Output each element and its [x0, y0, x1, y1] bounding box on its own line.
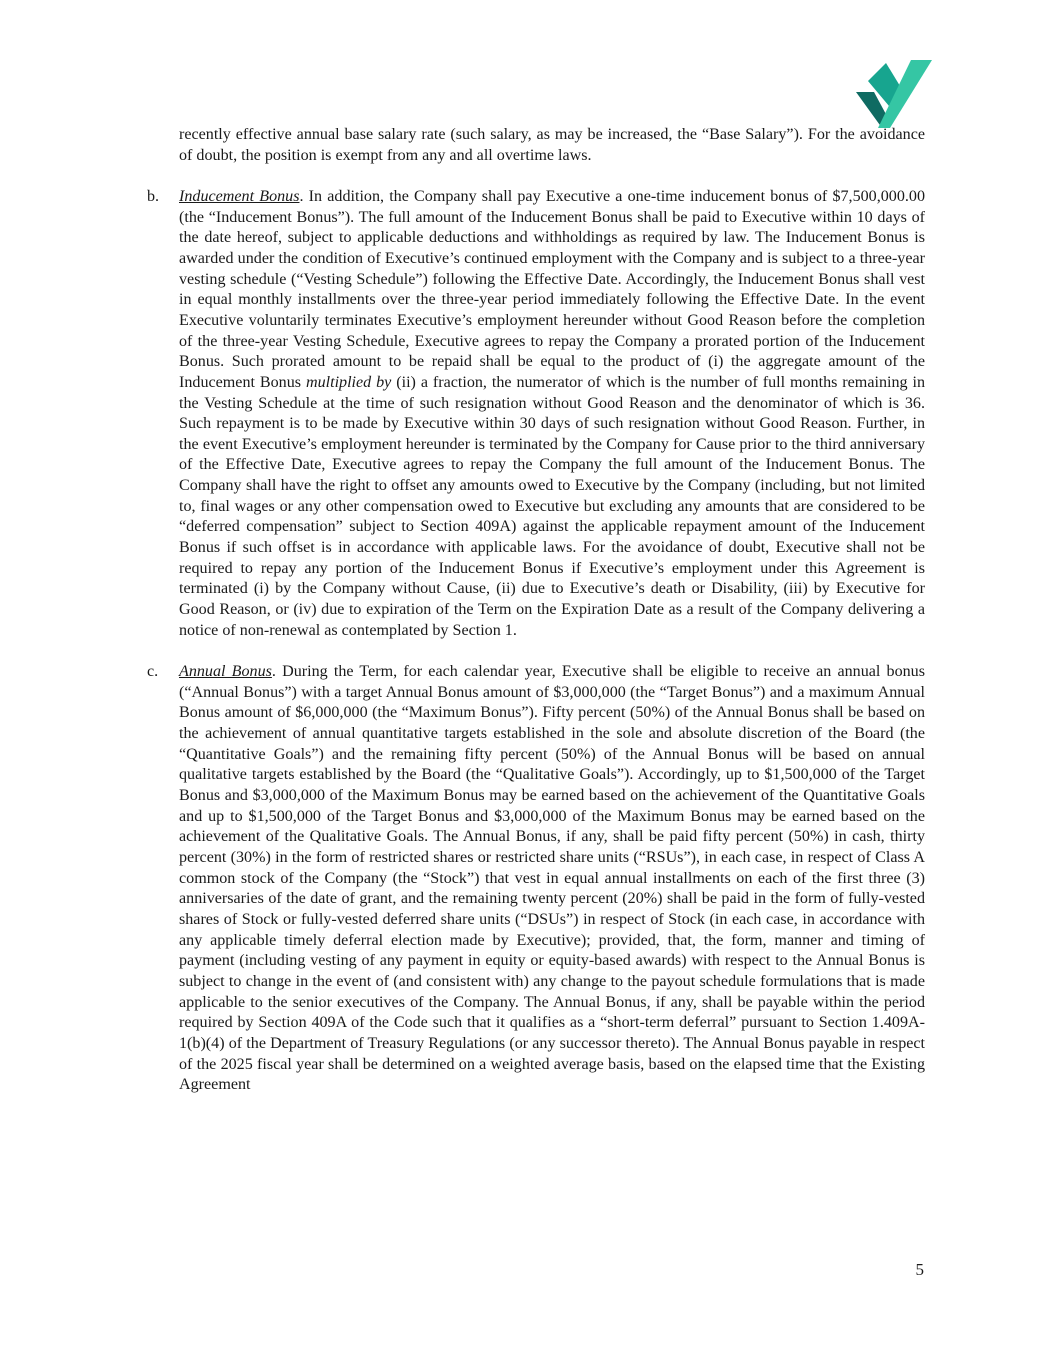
- section-b-text-part-1: . In addition, the Company shall pay Executive a one-time inducement bonus of $7,500,000.00 (the “Inducement Bonus”). The full amount of the Inducement Bonus shall be paid to Executive within 10 days of the date hereof, subject to applicable deductions and withholdings as required by law. The Inducement Bonus is awarded under the condition of Executive’s continued employment with the Company and is subject to a three-year vesting schedule (“Vesting Schedule”) following the Effective Date. Accordingly, the Inducement Bonus shall vest in equal monthly installments over the three-year period immediately following the Effective Date. In the event Executive voluntarily terminates Executive’s employment hereunder without Good Reason before the completion of the three-year Vesting Schedule, Executive agrees to repay the Company a prorated portion of the Inducement Bonus. Such prorated amount to be repaid shall be equal to the product of (i) the aggregate amount of the Inducement Bonus: [179, 187, 925, 391]
- page-number: 5: [915, 1260, 924, 1279]
- company-v-logo-icon: [856, 60, 932, 128]
- section-c-text: . During the Term, for each calendar year, Executive shall be eligible to receive an annual bonus (“Annual Bonus”) with a target Annual Bonus amount of $3,000,000 (the “Target Bonus”) and a maximum Annual Bonus amount of $6,000,000 (the “Maximum Bonus”). Fifty percent (50%) of the Annual Bonus shall be based on the achievement of annual quantitative targets established in the sole and absolute discretion of the Board (the “Quantitative Goals”) and the remaining fifty percent (50%) of the Annual Bonus will be based on annual qualitative targets established by the Board (the “Qualitative Goals”). Accordingly, up to $1,500,000 of the Target Bonus and $3,000,000 of the Maximum Bonus may be earned based on the achievement of the Quantitative Goals and up to $1,500,000 of the Target Bonus and $3,000,000 of the Maximum Bonus may be earned based on the achievement of the Qualitative Goals. The Annual Bonus, if any, shall be paid fifty percent (50%) in cash, thirty percent (30%) in the form of restricted shares or restricted share units (“RSUs”), in each case, in respect of Class A common stock of the Company (the “Stock”) that vest in equal annual installments on each of the first three (3) anniversaries of the date of grant, and the remaining twenty percent (20%) shall be paid in the form of fully-vested shares of Stock or fully-vested deferred share units (“DSUs”) in respect of Stock (in each case, in accordance with any applicable timely deferral election made by Executive); provided, that, the form, manner and timing of payment (including vesting of any payment in equity or equity-based awards) with respect to the Annual Bonus is subject to change in the event of (and consistent with) any change to the payout schedule formulations that is made applicable to the senior executives of the Company. The Annual Bonus, if any, shall be payable within the period required by Section 409A of the Code such that it qualifies as a “short-term deferral” pursuant to Section 1.409A-1(b)(4) of the Department of Treasury Regulations (or any successor thereto). The Annual Bonus payable in respect of the 2025 fiscal year shall be determined on a weighted average basis, based on the elapsed time that the Existing Agreement: [179, 663, 925, 1094]
- section-c-marker: c.: [147, 663, 159, 681]
- section-b-marker: b.: [147, 187, 160, 205]
- section-c-paragraph: [179, 662, 925, 1096]
- section-b-heading: Inducement Bonus: [179, 187, 300, 205]
- document-body: [147, 125, 925, 1096]
- section-b-inducement-bonus: [147, 187, 925, 641]
- section-b-text-part-2: (ii) a fraction, the numerator of which is the number of full months remaining in the Vesting Schedule at the time of such resignation without Good Reason and the denominator of which is 36. Such repayment is to be made by Executive within 30 days of such resignation without Good Reason. Further, in the event Executive’s employment hereunder is terminated by the Company for Cause prior to the third anniversary of the Effective Date, Executive agrees to repay the Company the full amount of the Inducement Bonus. The Company shall have the right to offset any amounts owed to Executive by the Company (including, but not limited to, final wages or any other compensation owed to Executive but excluding any amounts that are considered to be “deferred compensation” subject to Section 409A) against the applicable repayment amount of the Inducement Bonus if such offset is in accordance with applicable laws. For the avoidance of doubt, Executive shall not be required to repay any portion of the Inducement Bonus if Executive’s employment under this Agreement is terminated (i) by the Company without Cause, (ii) due to Executive’s death or Disability, (iii) by Executive for Good Reason, or (iv) due to expiration of the Term on the Expiration Date as a result of the Company delivering a notice of non-renewal as contemplated by Section 1.: [179, 373, 925, 639]
- section-c-annual-bonus: [147, 662, 925, 1096]
- section-b-emphasis: multiplied by: [305, 373, 392, 391]
- section-b-paragraph: [179, 187, 925, 641]
- section-c-heading: Annual Bonus: [179, 663, 272, 681]
- intro-paragraph: recently effective annual base salary rate (such salary, as may be increased, the “Base Salary”). For the avoidance of doubt, the position is exempt from any and all overtime laws.: [179, 126, 925, 164]
